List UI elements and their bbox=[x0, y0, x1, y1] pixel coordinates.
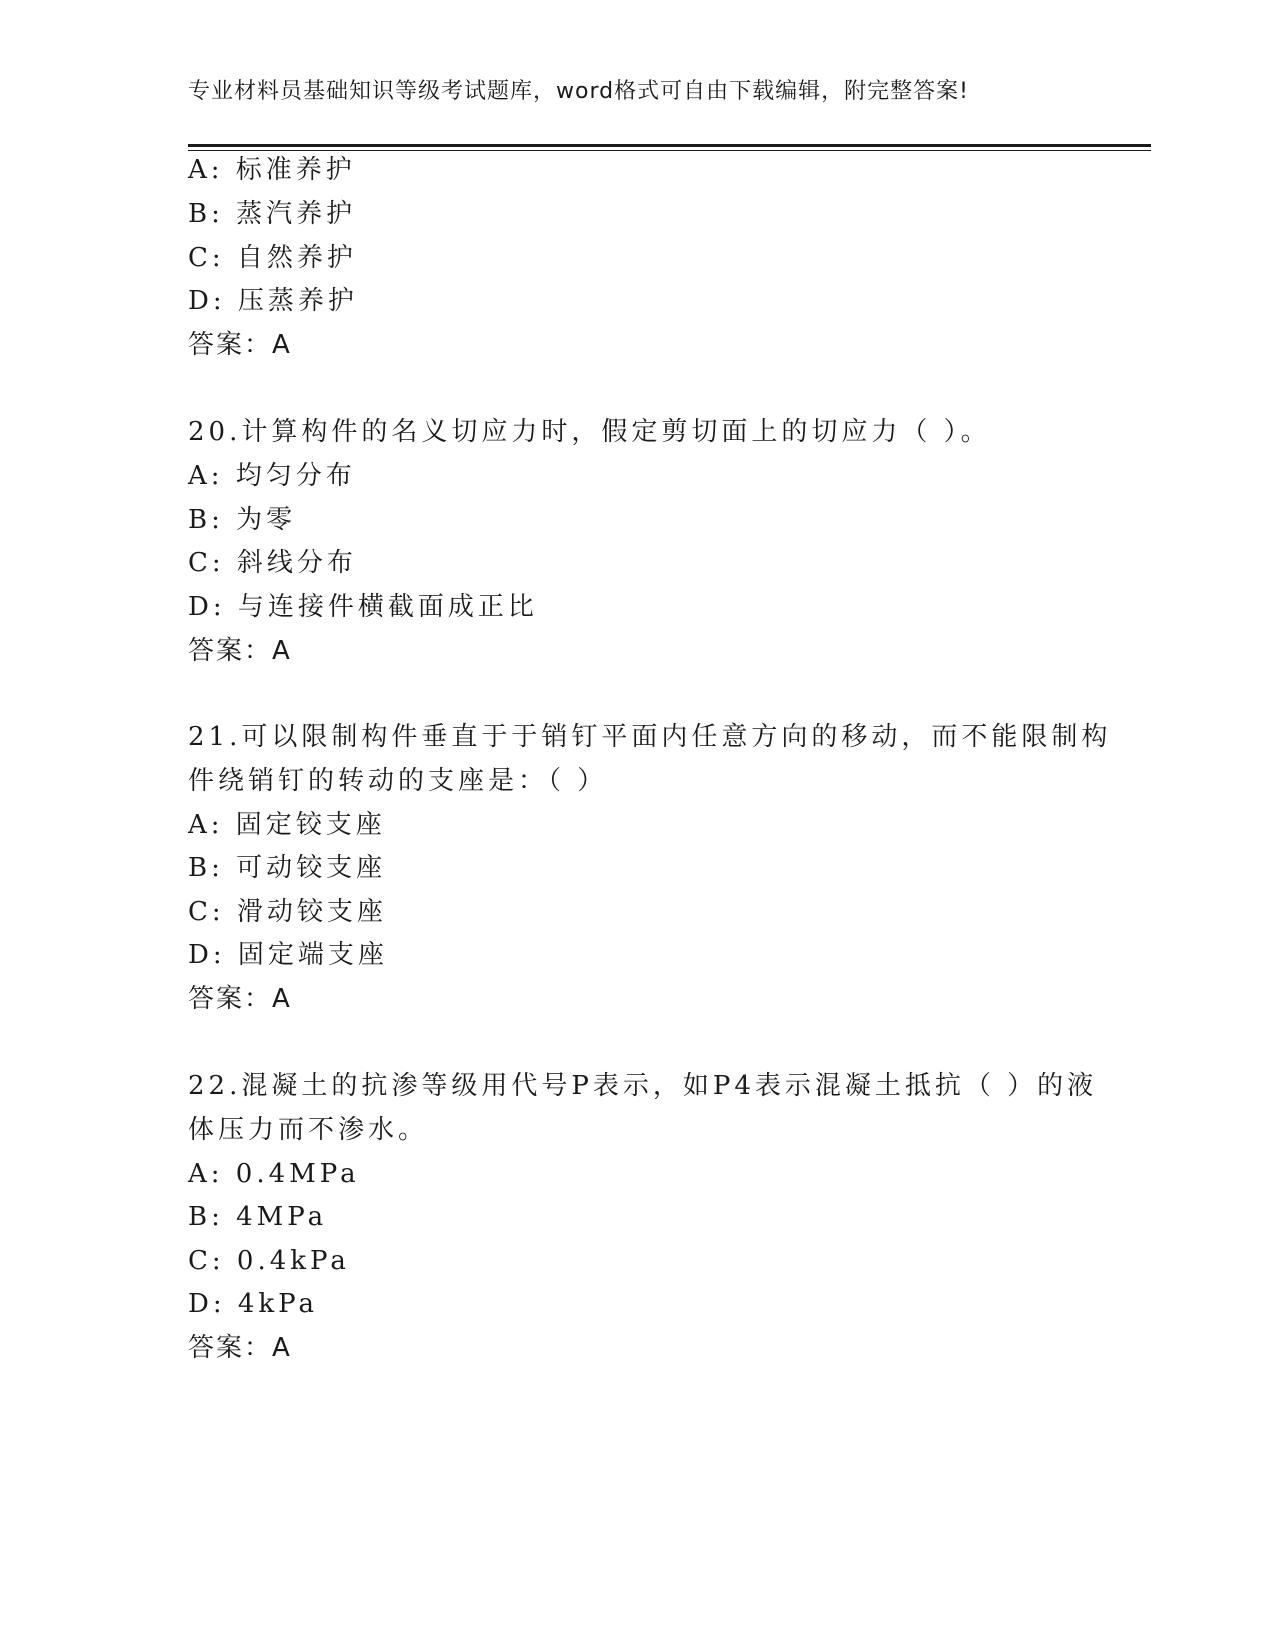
question-stem-cont: 件绕销钉的转动的支座是：（ ） bbox=[188, 766, 608, 796]
answer: 答案：A bbox=[188, 984, 292, 1014]
header-text: 专业材料员基础知识等级考试题库，word格式可自由下载编辑，附完整答案! bbox=[188, 79, 969, 104]
question-stem: 22.混凝土的抗渗等级用代号P表示，如P4表示混凝土抵抗（ ）的液 bbox=[188, 1071, 1098, 1101]
option-d: D: 与连接件横截面成正比 bbox=[188, 592, 538, 622]
option-d: D: 固定端支座 bbox=[188, 940, 388, 970]
question-stem: 21.可以限制构件垂直于于销钉平面内任意方向的移动，而不能限制构 bbox=[188, 722, 1112, 752]
option-c: C: 自然养护 bbox=[188, 243, 357, 273]
option-c: C: 0.4kPa bbox=[188, 1246, 350, 1276]
header-rule-thin bbox=[188, 150, 1151, 151]
option-a: A: 标准养护 bbox=[188, 155, 356, 185]
option-a: A: 固定铰支座 bbox=[188, 810, 386, 840]
question-stem: 20.计算构件的名义切应力时，假定剪切面上的切应力（ ）。 bbox=[188, 417, 991, 447]
option-b: B: 可动铰支座 bbox=[188, 853, 387, 883]
header-rule-thick bbox=[188, 144, 1151, 147]
question-stem-cont: 体压力而不渗水。 bbox=[188, 1115, 429, 1145]
option-b: B: 4MPa bbox=[188, 1202, 328, 1232]
option-b: B: 为零 bbox=[188, 505, 297, 535]
answer: 答案：A bbox=[188, 330, 292, 360]
option-b: B: 蒸汽养护 bbox=[188, 199, 357, 229]
option-c: C: 斜线分布 bbox=[188, 548, 357, 578]
option-d: D: 4kPa bbox=[188, 1289, 318, 1319]
option-c: C: 滑动铰支座 bbox=[188, 897, 387, 927]
answer: 答案：A bbox=[188, 636, 292, 666]
option-d: D: 压蒸养护 bbox=[188, 286, 358, 316]
option-a: A: 0.4MPa bbox=[188, 1159, 360, 1189]
answer: 答案：A bbox=[188, 1333, 292, 1363]
option-a: A: 均匀分布 bbox=[188, 461, 356, 491]
